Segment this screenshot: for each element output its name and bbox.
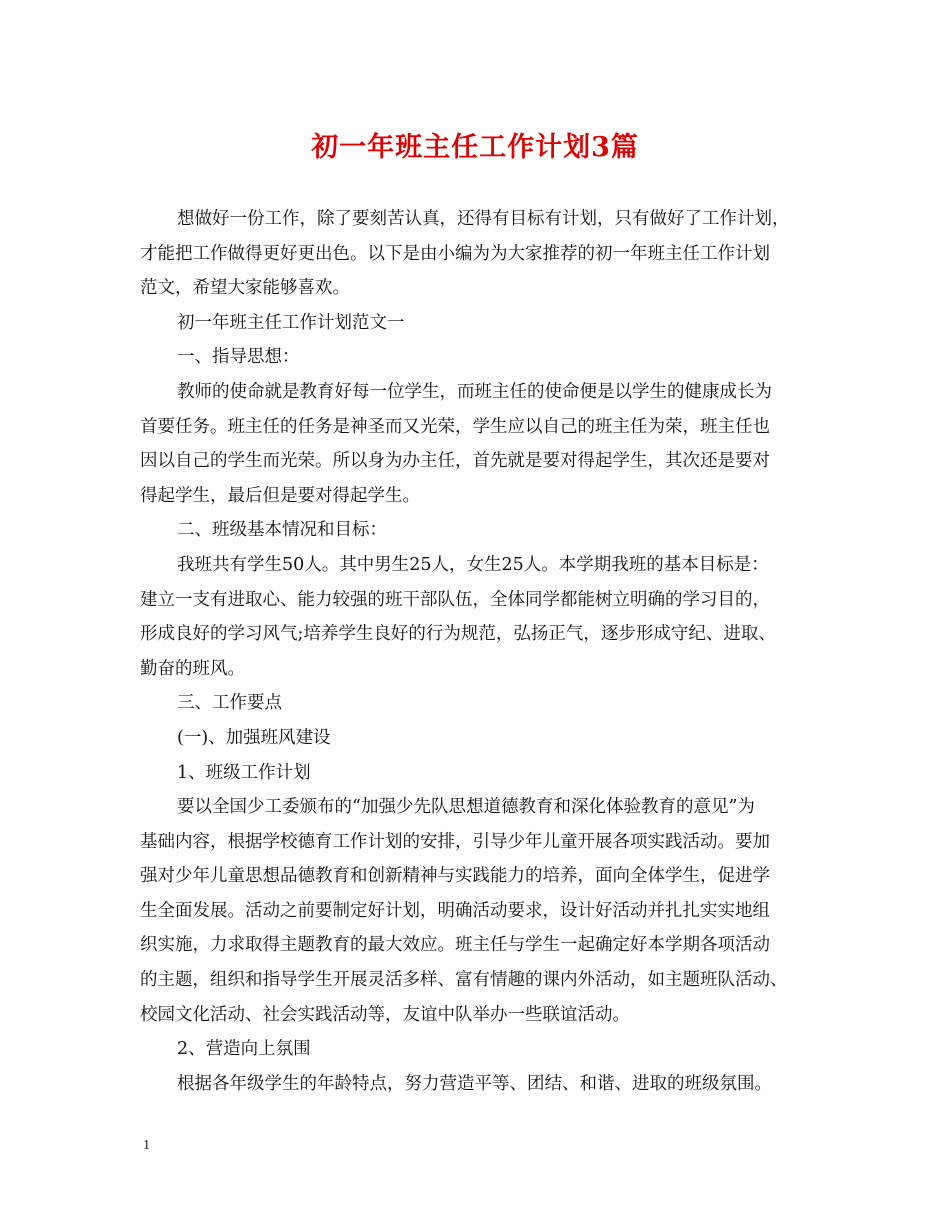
paragraph-line: 生全面发展。活动之前要制定好计划，明确活动要求，设计好活动并扎扎实实地组 — [140, 900, 770, 921]
paragraph-line: 才能把工作做得更好更出色。以下是由小编为为大家推荐的初一年班主任工作计划 — [140, 243, 770, 264]
paragraph-line: 要以全国少工委颁布的“加强少先队思想道德教育和深化体验教育的意见”为 — [177, 797, 755, 818]
paragraph — [140, 548, 830, 686]
paragraph-line: 想做好一份工作，除了要刻苦认真，还得有目标有计划，只有做好了工作计划， — [177, 209, 790, 229]
page-number: 1 — [143, 1138, 150, 1153]
paragraph-line: 三、工作要点 — [177, 693, 282, 714]
paragraph-line: 勤奋的班风。 — [140, 658, 245, 679]
paragraph-line: 强对少年儿童思想品德教育和创新精神与实践能力的培养，面向全体学生，促进学 — [140, 866, 770, 887]
paragraph-line: 校园文化活动、社会实践活动等，友谊中队举办一些联谊活动。 — [140, 1004, 630, 1025]
paragraph — [140, 202, 830, 306]
paragraph-line: 因以自己的学生而光荣。所以身为办主任，首先就是要对得起学生，其次还是要对 — [140, 451, 770, 472]
paragraph-line: 1、班级工作计划 — [177, 762, 311, 783]
paragraph-line: 2、营造向上氛围 — [177, 1039, 311, 1060]
paragraph — [140, 1067, 830, 1102]
paragraph — [140, 340, 830, 375]
paragraph-line: 基础内容，根据学校德育工作计划的安排，引导少年儿童开展各项实践活动。要加 — [140, 831, 770, 852]
paragraph-line: 织实施，力求取得主题教育的最大效应。班主任与学生一起确定好本学期各项活动 — [140, 935, 770, 956]
paragraph-line: 二、班级基本情况和目标： — [177, 520, 387, 541]
paragraph — [140, 686, 830, 721]
document-title: 初一年班主任工作计划3篇 — [311, 132, 639, 163]
paragraph-line: 得起学生，最后但是要对得起学生。 — [140, 485, 420, 506]
paragraph-line: 初一年班主任工作计划范文一 — [177, 312, 405, 333]
paragraph — [140, 513, 830, 548]
paragraph-line: 一、指导思想： — [177, 347, 300, 368]
paragraph-line: 的主题，组织和指导学生开展灵活多样、富有情趣的课内外活动，如主题班队活动、 — [140, 970, 788, 991]
paragraph-line: 根据各年级学生的年龄特点，努力营造平等、团结、和谐、进取的班级氛围。 — [177, 1073, 772, 1094]
paragraph-line: 范文，希望大家能够喜欢。 — [140, 278, 350, 299]
paragraph — [140, 1032, 830, 1067]
paragraph — [140, 306, 830, 341]
paragraph-line: 建立一支有进取心、能力较强的班干部队伍，全体同学都能树立明确的学习目的， — [140, 589, 770, 610]
paragraph-line: (一)、加强班风建设 — [177, 727, 331, 748]
paragraph — [140, 756, 830, 791]
paragraph-line: 首要任务。班主任的任务是神圣而又光荣，学生应以自己的班主任为荣，班主任也 — [140, 416, 770, 437]
paragraph-line: 教师的使命就是教育好每一位学生，而班主任的使命便是以学生的健康成长为 — [177, 381, 772, 402]
document-body — [140, 202, 830, 1101]
paragraph — [140, 375, 830, 513]
paragraph — [140, 790, 830, 1032]
paragraph-line: 我班共有学生50人。其中男生25人，女生25人。本学期我班的基本目标是： — [177, 554, 769, 575]
paragraph-line: 形成良好的学习风气;培养学生良好的行为规范，弘扬正气，逐步形成守纪、进取、 — [140, 624, 776, 645]
paragraph — [140, 721, 830, 756]
